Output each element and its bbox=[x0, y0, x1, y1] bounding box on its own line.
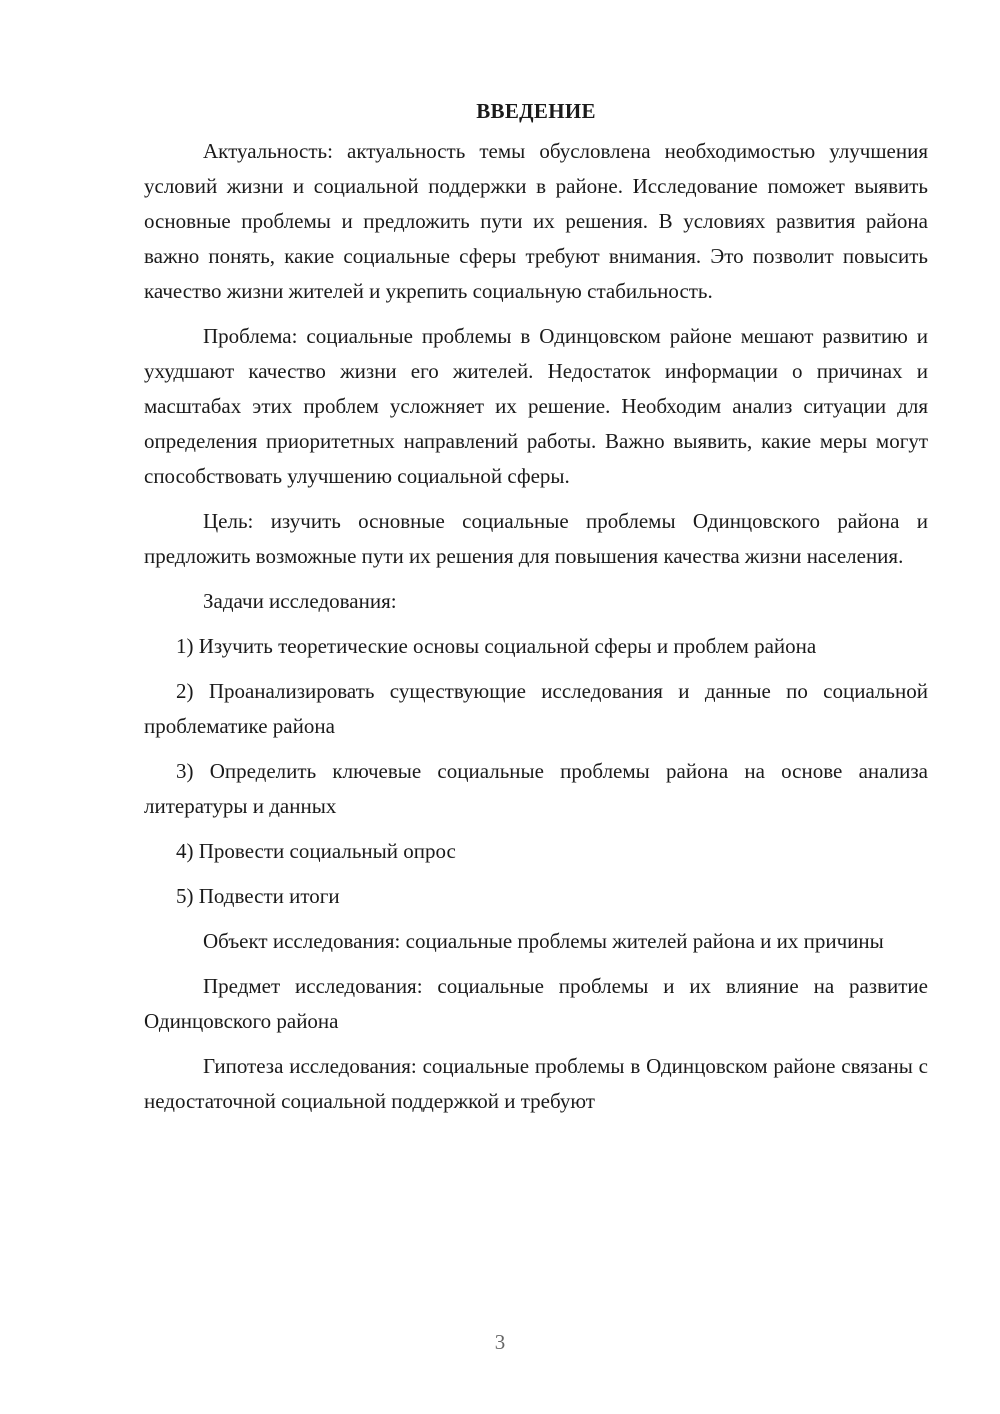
paragraph-goal: Цель: изучить основные социальные проблемы Одинцовского района и предложить возможные пути их решения для повышения качества жизни населения. bbox=[144, 509, 928, 568]
task-item-4: 4) Провести социальный опрос bbox=[176, 839, 456, 863]
paragraph-relevance: Актуальность: актуальность темы обусловлена необходимостью улучшения условий жизни и социальной поддержки в районе. Исследование поможет выявить основные проблемы и предложить пути их решения. В условиях развития района важно понять, какие социальные сферы требуют внимания. Это позволит повысить качество жизни жителей и укрепить социальную стабильность. bbox=[144, 139, 928, 303]
paragraph-subject: Предмет исследования: социальные проблемы и их влияние на развитие Одинцовского района bbox=[144, 974, 928, 1033]
paragraph-problem: Проблема: социальные проблемы в Одинцовском районе мешают развитию и ухудшают качество жизни его жителей. Недостаток информации о причинах и масштабах этих проблем усложняет их решение. Необходим анализ ситуации для определения приоритетных направлений работы. Важно выявить, какие меры могут способствовать улучшению социальной сферы. bbox=[144, 324, 928, 488]
page-number: 3 bbox=[494, 1330, 506, 1354]
task-item-3: 3) Определить ключевые социальные проблемы района на основе анализа литературы и данных bbox=[144, 759, 928, 818]
paragraph-hypothesis: Гипотеза исследования: социальные проблемы в Одинцовском районе связаны с недостаточной социальной поддержкой и требуют bbox=[144, 1054, 928, 1113]
document-title: ВВЕДЕНИЕ bbox=[476, 99, 596, 123]
task-item-1: 1) Изучить теоретические основы социальной сферы и проблем района bbox=[176, 634, 817, 658]
paragraph-tasks-heading: Задачи исследования: bbox=[203, 589, 397, 613]
paragraph-object: Объект исследования: социальные проблемы жителей района и их причины bbox=[203, 929, 884, 953]
task-item-5: 5) Подвести итоги bbox=[176, 884, 340, 908]
task-item-2: 2) Проанализировать существующие исследования и данные по социальной проблематике района bbox=[144, 679, 928, 738]
document-page bbox=[144, 96, 928, 1129]
